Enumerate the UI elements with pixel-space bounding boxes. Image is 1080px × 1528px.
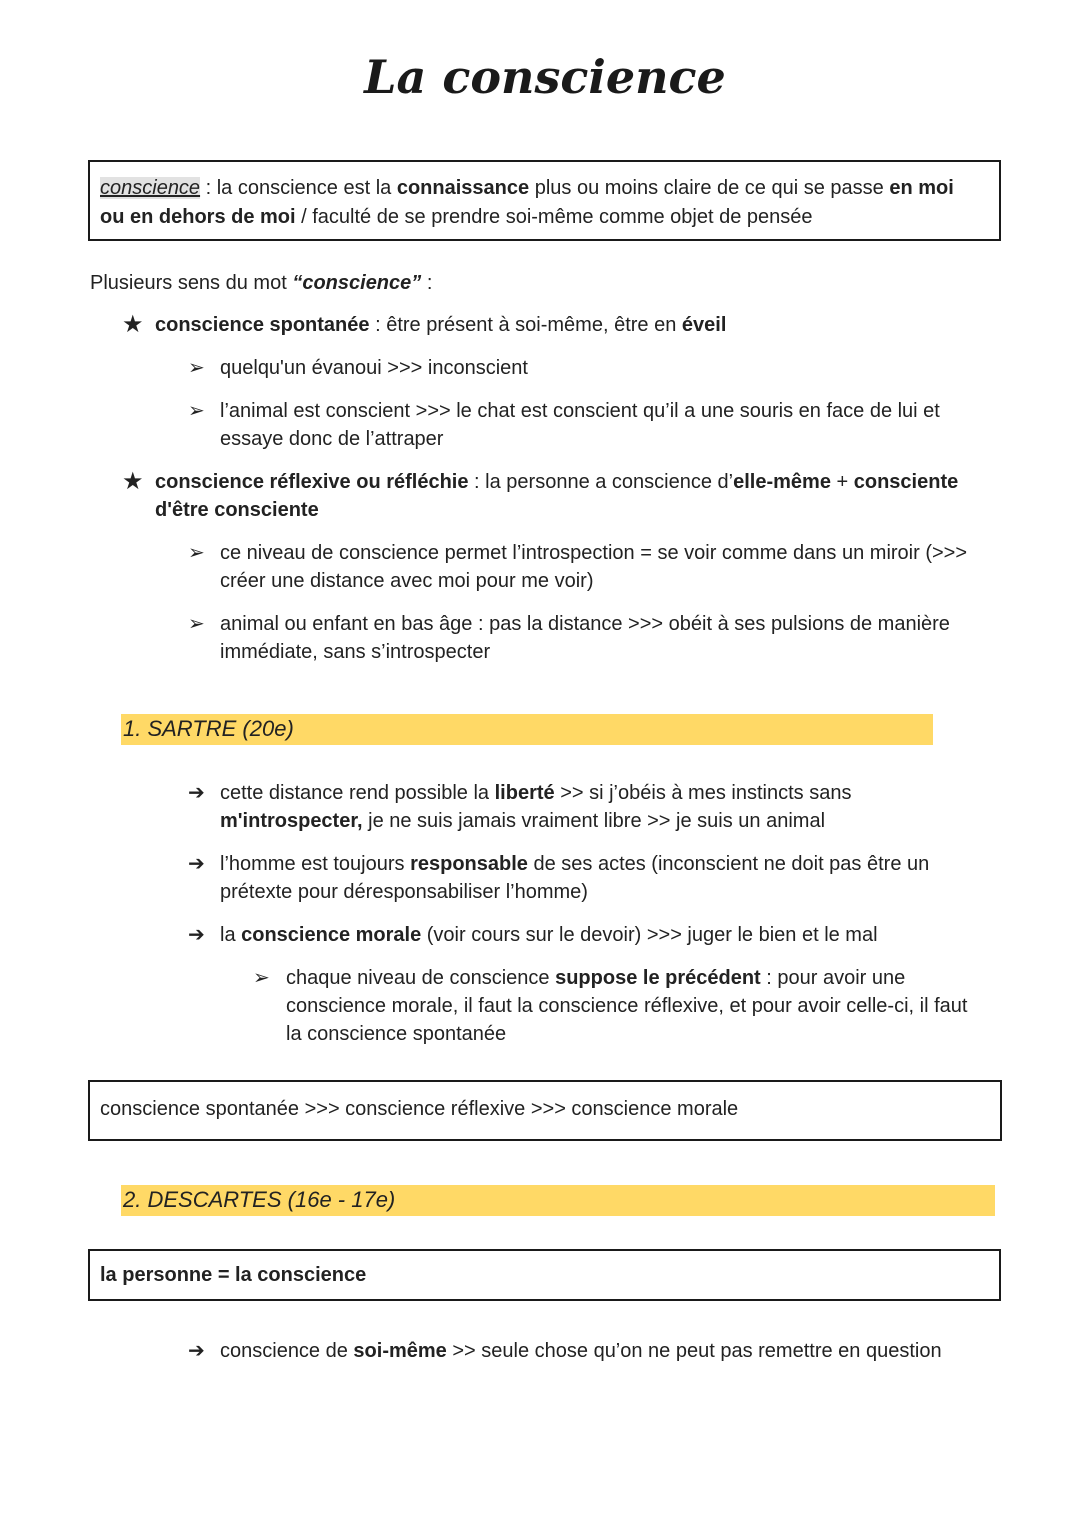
arrowhead-icon: ➢ — [188, 357, 205, 379]
list-item: ce niveau de conscience permet l’introspection = se voir comme dans un miroir (>>> — [220, 542, 968, 564]
section-heading-label: 1. SARTRE (20e) — [123, 716, 294, 741]
list-item: l’animal est conscient >>> le chat est conscient qu’il a une souris en face de lui et — [220, 400, 940, 422]
descartes-box-text: la personne = la conscience — [100, 1264, 367, 1286]
list-item: cette distance rend possible la liberté >> si j’obéis à mes instincts sans — [220, 782, 852, 804]
section-heading-descartes — [121, 1185, 995, 1216]
senses-intro: Plusieurs sens du mot “conscience” : — [90, 272, 433, 294]
list-item-continued: immédiate, sans s’introspecter — [220, 641, 491, 663]
arrowhead-icon: ➢ — [253, 967, 270, 989]
list-item-continued: prétexte pour déresponsabiliser l’homme) — [220, 881, 588, 903]
arrow-icon: ➔ — [188, 1340, 205, 1362]
sense-reflexive-continued: d'être consciente — [155, 499, 319, 521]
definition-term: conscience — [100, 177, 201, 199]
list-item-continued: m'introspecter, je ne suis jamais vraiment libre >> je suis un animal — [220, 810, 826, 832]
arrow-icon: ➔ — [188, 924, 205, 946]
list-item: quelqu'un évanoui >>> inconscient — [220, 357, 528, 379]
sense-reflexive: conscience réflexive ou réfléchie : la personne a conscience d’elle-même + consciente — [155, 471, 959, 493]
summary-text: conscience spontanée >>> conscience réflexive >>> conscience morale — [100, 1098, 739, 1120]
section-heading-label: 2. DESCARTES (16e - 17e) — [123, 1187, 396, 1212]
arrow-icon: ➔ — [188, 782, 205, 804]
arrowhead-icon: ➢ — [188, 542, 205, 564]
arrowhead-icon: ➢ — [188, 400, 205, 422]
list-item-continued: essaye donc de l’attraper — [220, 428, 444, 450]
star-icon: ★ — [122, 468, 144, 495]
list-item: animal ou enfant en bas âge : pas la distance >>> obéit à ses pulsions de manière — [220, 613, 950, 635]
list-item: l’homme est toujours responsable de ses actes (inconscient ne doit pas être un — [220, 853, 930, 875]
definition-line-1: conscience : la conscience est la connaissance plus ou moins claire de ce qui se passe en moi — [100, 177, 954, 199]
arrow-icon: ➔ — [188, 853, 205, 875]
definition-line-2: ou en dehors de moi / faculté de se prendre soi-même comme objet de pensée — [100, 206, 813, 228]
summary-box — [88, 1080, 1002, 1141]
page-title: La conscience — [364, 50, 726, 104]
definition-box — [88, 160, 1001, 241]
list-item: chaque niveau de conscience suppose le précédent : pour avoir une — [286, 967, 906, 989]
arrowhead-icon: ➢ — [188, 613, 205, 635]
list-item-continued: créer une distance avec moi pour me voir) — [220, 570, 594, 592]
section-heading-sartre — [121, 714, 933, 745]
descartes-box — [88, 1249, 1001, 1301]
list-item-continued: la conscience spontanée — [286, 1023, 507, 1045]
sense-spontaneous: conscience spontanée : être présent à soi-même, être en éveil — [155, 314, 727, 336]
list-item: la conscience morale (voir cours sur le devoir) >>> juger le bien et le mal — [220, 924, 878, 946]
star-icon: ★ — [122, 311, 144, 338]
list-item-continued: conscience morale, il faut la conscience réflexive, et pour avoir celle-ci, il faut — [286, 995, 968, 1017]
list-item: conscience de soi-même >> seule chose qu’on ne peut pas remettre en question — [220, 1340, 942, 1362]
